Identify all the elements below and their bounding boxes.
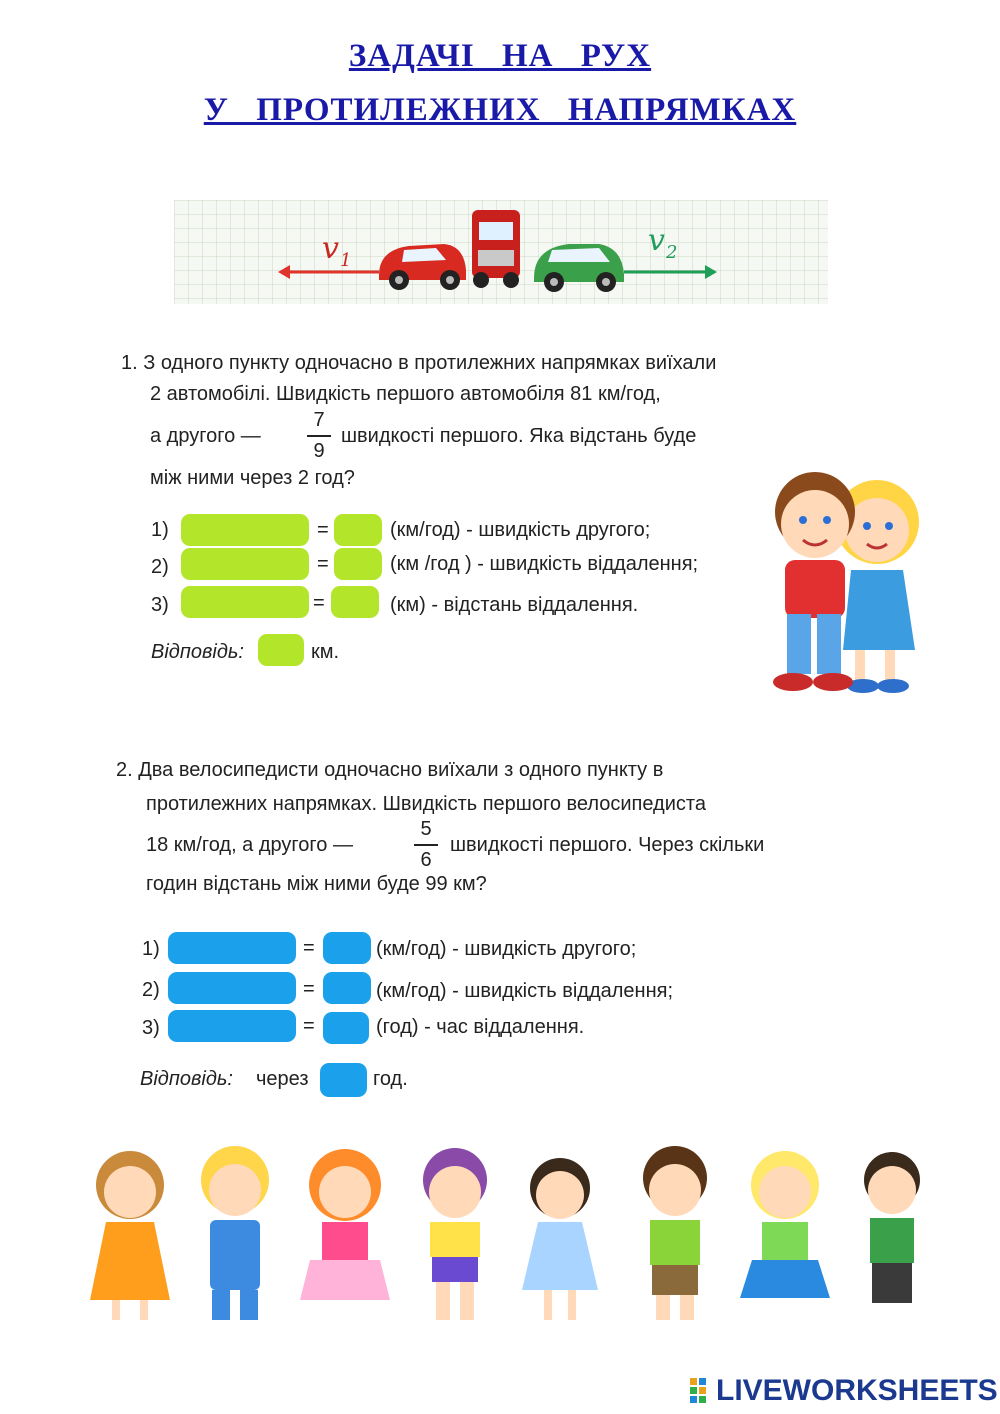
problem2-line4: годин відстань між ними буде 99 км? [146,873,487,895]
problem2-step3-description: (год) - час віддалення. [376,1016,585,1038]
problem2-line3a: 18 км/год, а другого — [146,834,353,856]
liveworksheets-logo [690,1374,998,1408]
v1-subscript: 1 [340,250,352,271]
liveworksheets-logo-icon [690,1378,716,1404]
fraction-denominator: 6 [420,848,432,871]
fraction-numerator: 5 [420,818,432,840]
problem2-line1: 2. Два велосипедисти одночасно виїхали з одного пункту в [116,759,664,781]
problem1-step1-expression-input[interactable] [181,514,309,546]
equals-sign: = [313,592,325,614]
child-7-icon [740,1151,830,1298]
problem2-line2: протилежних напрямках. Швидкість першого велосипедиста [146,793,706,815]
cars-banner-illustration [174,200,828,304]
equals-sign: = [303,978,315,1000]
child-6-icon [643,1146,707,1320]
v1-label: v [322,231,339,266]
problem1-step2-number: 2) [151,556,169,578]
problem2-fraction [414,818,438,872]
equals-sign: = [303,937,315,959]
equals-sign: = [317,553,329,575]
problem2-step2-description: (км/год) - швидкість віддалення; [376,980,674,1002]
problem2-step1-description: (км/год) - швидкість другого; [376,938,637,960]
equals-sign: = [303,1015,315,1037]
problem1-fraction [307,409,331,463]
problem2-answer-prefix: через [256,1068,309,1090]
problem2-step2-result-input[interactable] [323,972,371,1004]
problem1-step1-description: (км/год) - швидкість другого; [390,519,651,541]
children-row-illustration [60,1140,940,1330]
problem2-step3-expression-input[interactable] [168,1010,296,1042]
problem2-step1-number: 1) [142,938,160,960]
v2-label: v [648,223,665,258]
child-3-icon [300,1149,390,1300]
child-4-icon [423,1148,487,1320]
problem2-step1-expression-input[interactable] [168,932,296,964]
boy-and-girl-illustration [755,460,935,700]
child-5-icon [522,1158,598,1320]
fraction-numerator: 7 [313,409,325,431]
child-1-icon [90,1151,170,1320]
problem1-step3-number: 3) [151,594,169,616]
truck-icon [472,210,520,288]
problem1-step1-number: 1) [151,519,169,541]
problem1-answer-unit: км. [311,641,340,663]
problem2-step1-result-input[interactable] [323,932,371,964]
problem1-step3-result-input[interactable] [331,586,379,618]
problem2-step2-expression-input[interactable] [168,972,296,1004]
problem1-step1-result-input[interactable] [334,514,382,546]
problem2-answer-unit: год. [373,1068,408,1090]
problem2-step3-number: 3) [142,1017,160,1039]
problem1-line3b: швидкості першого. Яка відстань буде [341,425,697,447]
problem2-answer-label: Відповідь: [140,1068,233,1090]
problem1-step2-description: (км /год ) - швидкість віддалення; [390,553,699,575]
liveworksheets-logo-text: LIVEWORKSHEETS [716,1374,998,1407]
problem1-line3a: а другого — [150,425,261,447]
problem1-step3-description: (км) - відстань віддалення. [390,594,639,616]
child-2-icon [201,1146,269,1320]
fraction-denominator: 9 [313,439,325,462]
problem2-line3b: швидкості першого. Через скільки [450,834,765,856]
problem1-answer-label: Відповідь: [151,641,244,663]
problem2-step3-result-input[interactable] [323,1012,369,1044]
page-title-line1: ЗАДАЧІ НА РУХ [348,38,652,74]
problem1-line4: між ними через 2 год? [150,467,355,489]
problem2-answer-input[interactable] [320,1063,367,1097]
page-title-line2: У ПРОТИЛЕЖНИХ НАПРЯМКАХ [203,92,797,128]
equals-sign: = [317,519,329,541]
problem1-step3-expression-input[interactable] [181,586,309,618]
problem1-step2-result-input[interactable] [334,548,382,580]
problem1-step2-expression-input[interactable] [181,548,309,580]
v2-subscript: 2 [666,242,678,263]
child-8-icon [864,1152,920,1303]
problem1-answer-input[interactable] [258,634,304,666]
problem2-step2-number: 2) [142,979,160,1001]
problem1-line2: 2 автомобілі. Швидкість першого автомобіля 81 км/год, [150,383,661,405]
problem1-line1: 1. З одного пункту одночасно в протилежних напрямках виїхали [121,352,717,374]
